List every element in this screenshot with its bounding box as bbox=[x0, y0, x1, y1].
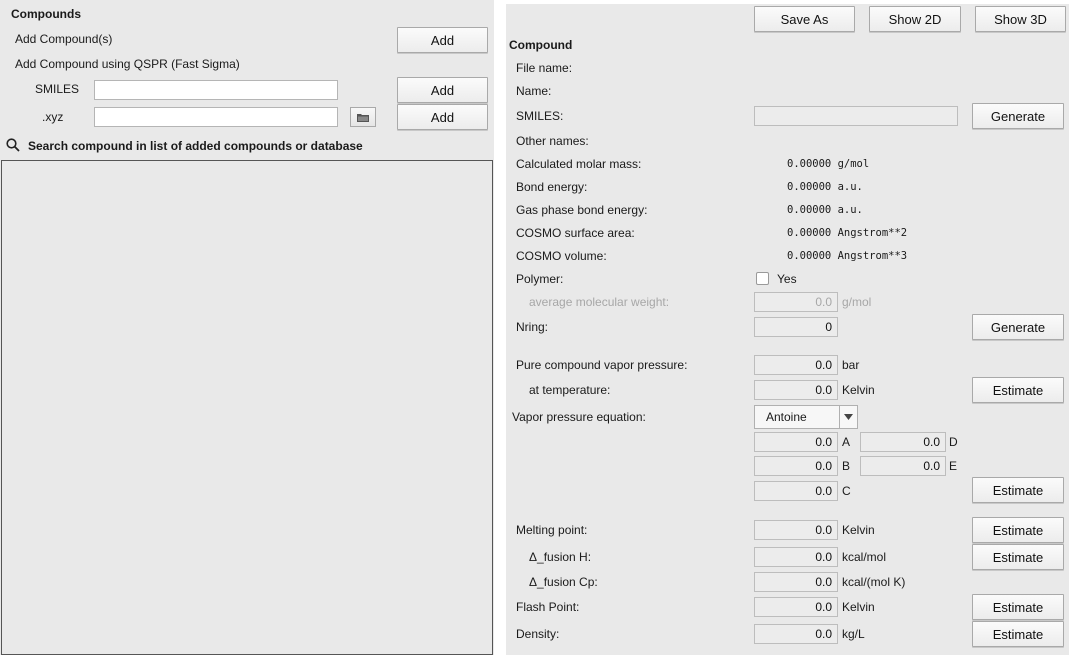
coef-d-field[interactable]: 0.0 bbox=[860, 432, 946, 452]
estimate-density-button[interactable]: Estimate bbox=[972, 621, 1064, 647]
add-compounds-label: Add Compound(s) bbox=[15, 32, 113, 46]
fusion-cp-label: Δ_fusion Cp: bbox=[529, 575, 598, 589]
volume-label: COSMO volume: bbox=[516, 249, 607, 263]
folder-icon bbox=[356, 112, 370, 123]
coef-b-field[interactable]: 0.0 bbox=[754, 456, 838, 476]
coef-b-label: B bbox=[842, 459, 851, 473]
magnifier-icon bbox=[6, 138, 20, 152]
add-compounds-button[interactable]: Add bbox=[397, 27, 488, 53]
fusion-cp-unit: kcal/(mol K) bbox=[842, 575, 906, 589]
estimate-fusion-h-button[interactable]: Estimate bbox=[972, 544, 1064, 570]
browse-file-button[interactable] bbox=[350, 107, 376, 127]
volume-value: 0.00000 Angstrom**3 bbox=[787, 250, 908, 262]
file-name-label: File name: bbox=[516, 61, 573, 75]
xyz-label: .xyz bbox=[42, 110, 64, 124]
smiles-field[interactable] bbox=[754, 106, 958, 126]
coef-c-label: C bbox=[842, 484, 851, 498]
save-as-button[interactable]: Save As bbox=[754, 6, 855, 32]
fusion-h-field[interactable]: 0.0 bbox=[754, 547, 838, 567]
flash-point-label: Flash Point: bbox=[516, 600, 580, 614]
surface-area-label: COSMO surface area: bbox=[516, 226, 635, 240]
flash-point-unit: Kelvin bbox=[842, 600, 875, 614]
coef-e-field[interactable]: 0.0 bbox=[860, 456, 946, 476]
molar-mass-value: 0.00000 g/mol bbox=[787, 158, 870, 170]
polymer-checkbox[interactable] bbox=[756, 272, 769, 285]
avg-mw-field[interactable]: 0.0 bbox=[754, 292, 838, 312]
coef-c-field[interactable]: 0.0 bbox=[754, 481, 838, 501]
add-smiles-button[interactable]: Add bbox=[397, 77, 488, 103]
melting-point-field[interactable]: 0.0 bbox=[754, 520, 838, 540]
nring-field[interactable]: 0 bbox=[754, 317, 838, 337]
qspr-label: Add Compound using QSPR (Fast Sigma) bbox=[15, 57, 240, 71]
bond-energy-label: Bond energy: bbox=[516, 180, 588, 194]
generate-nring-button[interactable]: Generate bbox=[972, 314, 1064, 340]
search-label[interactable]: Search compound in list of added compounds or database bbox=[28, 139, 363, 153]
add-xyz-button[interactable]: Add bbox=[397, 104, 488, 130]
flash-point-field[interactable]: 0.0 bbox=[754, 597, 838, 617]
vp-equation-select[interactable] bbox=[754, 405, 858, 429]
melting-point-label: Melting point: bbox=[516, 523, 588, 537]
vp-equation-label: Vapor pressure equation: bbox=[512, 410, 646, 424]
density-label: Density: bbox=[516, 627, 560, 641]
compound-panel bbox=[506, 4, 1069, 655]
density-unit: kg/L bbox=[842, 627, 865, 641]
estimate-flash-button[interactable]: Estimate bbox=[972, 594, 1064, 620]
coef-d-label: D bbox=[949, 435, 958, 449]
generate-smiles-button[interactable]: Generate bbox=[972, 103, 1064, 129]
fusion-h-label: Δ_fusion H: bbox=[529, 550, 592, 564]
polymer-label: Polymer: bbox=[516, 272, 564, 286]
estimate-melting-button[interactable]: Estimate bbox=[972, 517, 1064, 543]
at-temperature-field[interactable]: 0.0 bbox=[754, 380, 838, 400]
melting-point-unit: Kelvin bbox=[842, 523, 875, 537]
coef-e-label: E bbox=[949, 459, 958, 473]
coef-a-field[interactable]: 0.0 bbox=[754, 432, 838, 452]
smiles-input[interactable] bbox=[94, 80, 338, 100]
show-2d-button[interactable]: Show 2D bbox=[869, 6, 961, 32]
gas-bond-energy-label: Gas phase bond energy: bbox=[516, 203, 648, 217]
vapor-pressure-field[interactable]: 0.0 bbox=[754, 355, 838, 375]
compound-title: Compound bbox=[509, 38, 573, 52]
compound-list[interactable] bbox=[1, 160, 493, 655]
surface-area-value: 0.00000 Angstrom**2 bbox=[787, 227, 908, 239]
coef-a-label: A bbox=[842, 435, 851, 449]
at-temperature-label: at temperature: bbox=[529, 383, 611, 397]
show-3d-button[interactable]: Show 3D bbox=[975, 6, 1066, 32]
estimate-coefficients-button[interactable]: Estimate bbox=[972, 477, 1064, 503]
smiles-field-label: SMILES: bbox=[516, 109, 564, 123]
polymer-yes-label: Yes bbox=[777, 272, 797, 286]
bond-energy-value: 0.00000 a.u. bbox=[787, 181, 863, 193]
other-names-label: Other names: bbox=[516, 134, 589, 148]
smiles-label: SMILES bbox=[35, 82, 80, 96]
molar-mass-label: Calculated molar mass: bbox=[516, 157, 642, 171]
fusion-h-unit: kcal/mol bbox=[842, 550, 887, 564]
vapor-pressure-label: Pure compound vapor pressure: bbox=[516, 358, 688, 372]
gas-bond-energy-value: 0.00000 a.u. bbox=[787, 204, 863, 216]
estimate-vapor-pressure-button[interactable]: Estimate bbox=[972, 377, 1064, 403]
compounds-panel bbox=[0, 0, 494, 655]
compounds-title: Compounds bbox=[11, 7, 81, 21]
nring-label: Nring: bbox=[516, 320, 549, 334]
vapor-pressure-unit: bar bbox=[842, 358, 860, 372]
xyz-input[interactable] bbox=[94, 107, 338, 127]
at-temperature-unit: Kelvin bbox=[842, 383, 875, 397]
chevron-down-icon bbox=[839, 406, 857, 428]
fusion-cp-field[interactable]: 0.0 bbox=[754, 572, 838, 592]
avg-mw-unit: g/mol bbox=[842, 295, 872, 309]
avg-mw-label: average molecular weight: bbox=[529, 295, 670, 309]
vp-equation-selected: Antoine bbox=[766, 410, 807, 424]
density-field[interactable]: 0.0 bbox=[754, 624, 838, 644]
name-label: Name: bbox=[516, 84, 552, 98]
